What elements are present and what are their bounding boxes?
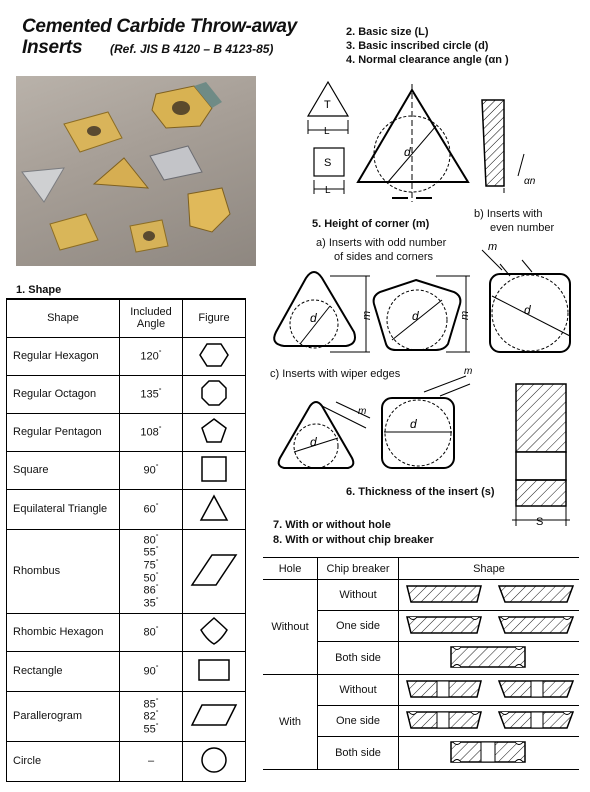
chip-breaker-label: One side <box>318 611 399 642</box>
label-odd-sides-1: a) Inserts with odd number <box>316 237 447 249</box>
shape-with-hole-without-breaker-icon <box>399 675 580 706</box>
table-row <box>7 489 246 529</box>
col-included-angle <box>120 299 183 337</box>
shape-angle: 80° <box>120 613 183 651</box>
label-l-2: L <box>325 185 331 196</box>
chip-breaker-label: One side <box>318 706 399 737</box>
label-m-5: m <box>464 366 473 377</box>
label-m-1: m <box>361 310 373 320</box>
shape-angle: 60° <box>120 489 183 529</box>
title-line-2: Inserts <box>22 37 83 58</box>
heading-shape: 1. Shape <box>16 284 62 296</box>
shape-angles: 80° 55° 75° 50° 86° 35° <box>120 529 183 613</box>
parallelogram-icon <box>183 691 246 741</box>
label-m-2: m <box>459 310 471 320</box>
shape-without-hole-both-side-icon <box>399 642 580 675</box>
rhombus-icon <box>183 529 246 613</box>
hole-group-label: Without <box>263 580 318 675</box>
label-l-1: L <box>324 126 330 137</box>
table-row <box>7 375 246 413</box>
hole-table-header <box>263 558 579 580</box>
shape-angle: 90° <box>120 451 183 489</box>
table-row <box>7 529 246 613</box>
shape-name: Equilateral Triangle <box>7 489 120 529</box>
shape-angle: 120° <box>120 337 183 375</box>
shape-name: Rhombic Hexagon <box>7 613 120 651</box>
shape-name: Rhombus <box>7 529 120 613</box>
rounded-triangle-drawing <box>274 272 355 346</box>
label-even-sides-2: even number <box>490 222 555 234</box>
clearance-section-drawing <box>482 100 504 186</box>
heading-height-of-corner: 5. Height of corner (m) <box>312 218 430 230</box>
square-icon <box>183 451 246 489</box>
shape-with-hole-one-side-icon <box>399 706 580 737</box>
col-figure: Figure <box>183 299 246 337</box>
table-row <box>7 691 246 741</box>
label-m-4: m <box>358 406 367 417</box>
table-row <box>7 337 246 375</box>
label-even-sides-1: b) Inserts with <box>474 208 543 220</box>
label-d-1: d <box>310 311 317 325</box>
shape-angles: 85° 82° 55° <box>120 691 183 741</box>
triangle-insert-drawing <box>358 90 468 182</box>
shape-angle: 90° <box>120 651 183 691</box>
shape-name: Regular Octagon <box>7 375 120 413</box>
col-hole: Hole <box>263 558 318 580</box>
table-row <box>7 413 246 451</box>
inserts-photo <box>16 76 256 266</box>
chip-breaker-label: Both side <box>318 737 399 770</box>
chip-breaker-label: Without <box>318 675 399 706</box>
inserts-photo-drawing <box>16 76 256 266</box>
col-shape-figure: Shape <box>399 558 580 580</box>
hexagon-icon <box>183 337 246 375</box>
shape-name: Square <box>7 451 120 489</box>
shape-name: Regular Pentagon <box>7 413 120 451</box>
label-d-4: d <box>310 435 317 449</box>
shape-table-header <box>7 299 246 337</box>
wiper-edges-figure <box>270 362 480 480</box>
shape-name: Circle <box>7 741 120 781</box>
table-row <box>7 451 246 489</box>
shape-name: Regular Hexagon <box>7 337 120 375</box>
hole-table <box>263 557 579 770</box>
heading-basic-inscribed-circle: 3. Basic inscribed circle (d) <box>346 40 489 52</box>
pentagon-icon <box>183 413 246 451</box>
title-line-1: Cemented Carbide Throw-away <box>22 16 297 37</box>
rhombic-hexagon-icon <box>183 613 246 651</box>
col-angle: Angle <box>136 318 166 331</box>
heading-thickness: 6. Thickness of the insert (s) <box>346 486 495 498</box>
label-odd-sides-2: of sides and corners <box>334 251 434 263</box>
heading-chip-breaker: 8. With or without chip breaker <box>273 534 434 546</box>
table-row <box>263 580 579 611</box>
shape-name: Parallerogram <box>7 691 120 741</box>
shape-table <box>6 298 246 782</box>
rectangle-icon <box>183 651 246 691</box>
heading-normal-clearance-angle: 4. Normal clearance angle (αn ) <box>346 54 509 66</box>
heading-hole: 7. With or without hole <box>273 519 391 531</box>
hole-group-label: With <box>263 675 318 770</box>
label-m-3: m <box>488 241 498 253</box>
label-s: S <box>324 157 332 169</box>
label-d-3: d <box>524 303 531 317</box>
label-thickness-s: S <box>536 516 544 528</box>
wiper-square-drawing <box>382 398 454 468</box>
height-of-corner-figure <box>266 236 586 366</box>
chip-breaker-label: Without <box>318 580 399 611</box>
shape-without-hole-one-side-icon <box>399 611 580 642</box>
thickness-figure <box>508 380 574 530</box>
label-t: T <box>324 99 331 111</box>
chip-breaker-label: Both side <box>318 642 399 675</box>
shape-angle: 108° <box>120 413 183 451</box>
label-wiper-edges: c) Inserts with wiper edges <box>270 368 401 380</box>
label-d-5: d <box>410 417 417 431</box>
circle-icon <box>183 741 246 781</box>
col-included: Included <box>130 306 172 319</box>
heading-basic-size: 2. Basic size (L) <box>346 26 429 38</box>
col-shape: Shape <box>7 299 120 337</box>
shape-without-hole-without-breaker-icon <box>399 580 580 611</box>
reference-standard: (Ref. JIS B 4120 – B 4123-85) <box>110 42 274 56</box>
table-row <box>7 741 246 781</box>
col-chip-breaker: Chip breaker <box>318 558 399 580</box>
triangle-icon <box>183 489 246 529</box>
octagon-icon <box>183 375 246 413</box>
shape-angle: 135° <box>120 375 183 413</box>
label-an: αn <box>524 176 536 187</box>
table-row <box>7 651 246 691</box>
basic-size-figure <box>296 70 586 220</box>
table-row <box>7 613 246 651</box>
table-row <box>263 675 579 706</box>
shape-angle: – <box>120 741 183 781</box>
label-d-2: d <box>412 309 419 323</box>
shape-name: Rectangle <box>7 651 120 691</box>
label-d-top: d <box>404 145 411 159</box>
shape-with-hole-both-side-icon <box>399 737 580 770</box>
